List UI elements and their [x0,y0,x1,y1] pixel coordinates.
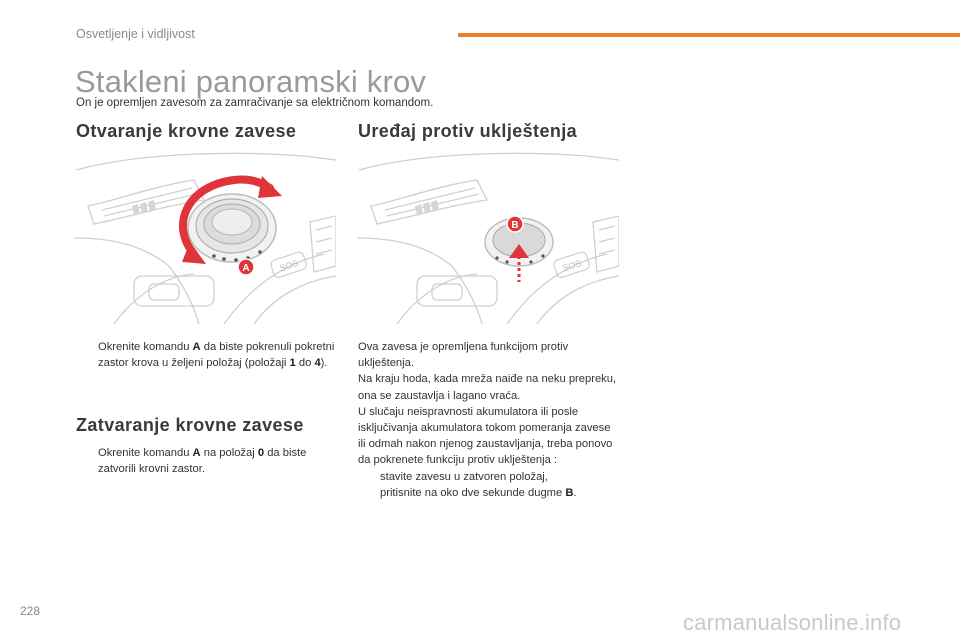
heading-anti-pinch: Uređaj protiv uklještenja [358,121,578,141]
sos-label: SOS [278,257,300,274]
closing-step: Okrenite komandu A na položaj 0 da biste zatvorili krovni zastor. [98,447,307,476]
marker-a [238,259,254,275]
closing-instructions [76,445,336,477]
figure-rotary-control-a [74,146,336,324]
opening-step: Okrenite komandu A da biste pokrenuli pokretni zastor krova u željeni položaj (položaji 1 do 4). [98,341,335,370]
marker-b [507,216,523,232]
rotary-knob [188,194,276,262]
anti-pinch-step-2: pritisnite na oko dve sekunde dugme B. [380,486,577,499]
anti-pinch-step-1: stavite zavesu u zatvoren položaj, [380,470,548,483]
roof-line [76,153,336,170]
anti-pinch-p3: U slučaju neispravnosti akumulatora ili posle isključivanja akumulatora tokom pomeranja zavese ili odmah nakon njenog zaustavljanja, treba ponovo da pokrenete funkciju protiv uklještenja : [358,405,613,467]
figure-button-b [357,146,619,324]
opening-instructions [76,339,336,371]
header-section-title: Osvetljenje i vidljivost [76,27,195,41]
page-title: Stakleni panoramski krov [75,64,427,99]
watermark: carmanualsonline.info [683,610,902,635]
page-number: 228 [20,604,41,618]
heading-opening: Otvaranje krovne zavese [76,121,297,141]
anti-pinch-text [358,339,620,501]
figure-b-illustration [357,146,619,324]
sos-label: SOS [561,257,583,274]
marker-a-label: A [242,263,250,274]
header-accent-bar [458,33,960,37]
figure-a-illustration [74,146,336,324]
marker-b-label: B [511,220,519,231]
page-intro: On je opremljen zavesom za zamračivanje sa električnom komandom. [76,97,434,109]
anti-pinch-p2: Na kraju hoda, kada mreža naiđe na neku prepreku, ona se zaustavlja i lagano vraća. [358,373,617,402]
heading-closing: Zatvaranje krovne zavese [76,415,304,435]
anti-pinch-p1: Ova zavesa je opremljena funkcijom protiv uklještenja. [358,341,569,370]
